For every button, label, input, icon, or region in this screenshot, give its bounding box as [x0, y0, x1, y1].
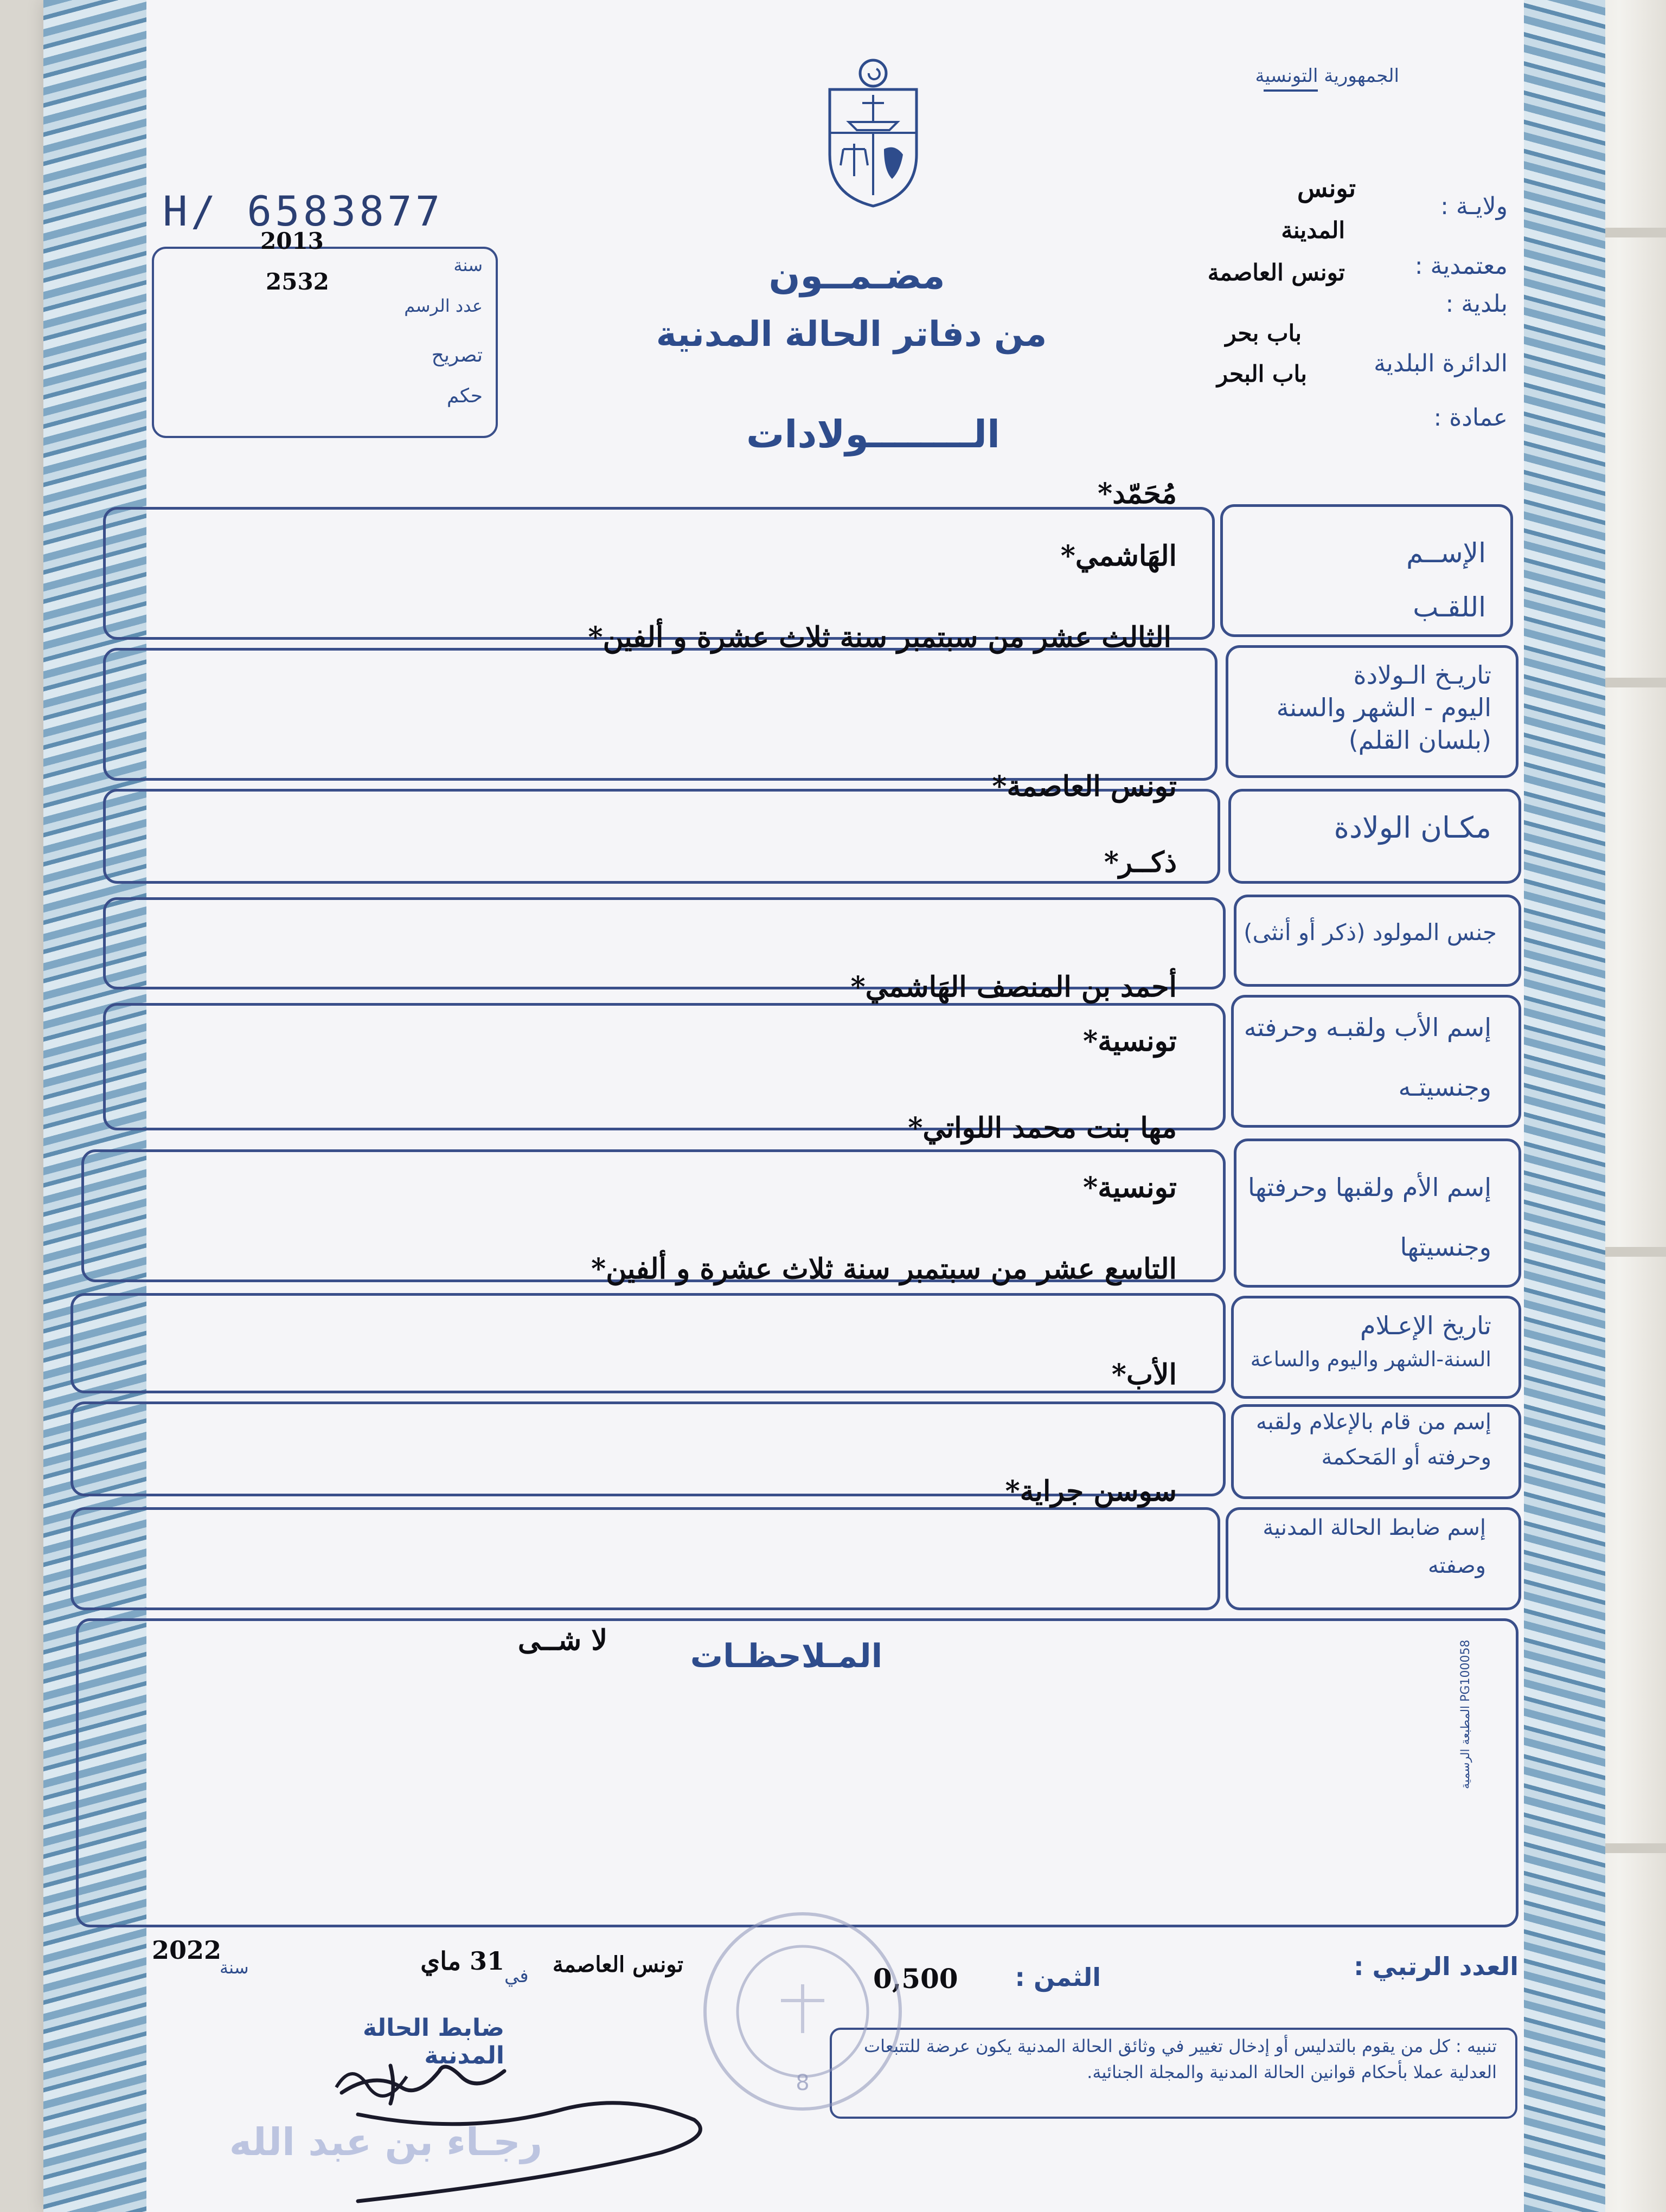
- declaration-date-value: التاسع عشر من سبتمبر سنة ثلاث عشرة و ألفين*: [591, 1252, 1177, 1285]
- father-nationality: تونسية*: [1083, 1025, 1177, 1058]
- year-label: سنة: [220, 1957, 249, 1978]
- price-label: الثمن :: [1015, 1963, 1101, 1992]
- officer-label-2: وصفته: [1427, 1553, 1486, 1578]
- remarks-label: المـلاحظـات: [690, 1637, 883, 1675]
- order-number-label: العدد الرتبي :: [1354, 1952, 1518, 1981]
- mother-value: مها بنت محمد اللواتي*: [908, 1111, 1177, 1144]
- issue-year: 2022: [152, 1935, 222, 1965]
- officer-name-stamp: رجـاء بن عبد الله: [229, 2120, 542, 2164]
- section-title: الــــــــولادات: [746, 412, 1000, 456]
- municipal-circle-label: الدائرة البلدية: [1374, 350, 1508, 377]
- birth-date-label-1: تاريـخ الـولادة: [1353, 660, 1491, 690]
- birth-date-label-2: اليوم - الشهر والسنة: [1276, 693, 1491, 722]
- reg-year-label: سنة: [453, 255, 483, 275]
- judgment-option: حكم: [446, 385, 483, 407]
- name-value: مُحَمّد*: [1098, 477, 1177, 510]
- father-label-1: إسم الأب ولقبـه وحرفته: [1244, 1013, 1491, 1042]
- name-label: الإســم: [1406, 537, 1486, 569]
- in-label: في: [504, 1965, 529, 1987]
- declaration-option: تصريح: [431, 344, 483, 366]
- birth-place-value: تونس العاصمة*: [992, 770, 1177, 803]
- declarant-label-1: إسم من قام بالإعلام ولقبه: [1256, 1410, 1491, 1435]
- father-value: أحمد بن المنصف الهَاشمي*: [850, 970, 1177, 1004]
- mother-label-1: إسم الأم ولقبها وحرفتها: [1247, 1173, 1491, 1202]
- officer-value: سوسن جراية*: [1005, 1475, 1177, 1508]
- price-value: 0,500: [873, 1963, 958, 1995]
- declaration-date-label-1: تاريخ الإعـلام: [1360, 1311, 1491, 1340]
- declaration-date-label-2: السنة-الشهر واليوم والساعة: [1250, 1347, 1491, 1371]
- warning-text: تنبيه : كل من يقوم بالتدليس أو إدخال تغيير في وثائق الحالة المدنية يكون عرضة للتتبعات العدلية عملا بأحكام قوانين الحالة المدنية والمجلة الجنائية.: [863, 2036, 1497, 2082]
- municipal-circle-value: باب البحر: [1216, 361, 1307, 387]
- document-subtitle: من دفاتر الحالة المدنية: [656, 314, 1047, 355]
- reg-number-label: عدد الرسم: [404, 295, 483, 316]
- serial-number: H/ 6583877: [163, 187, 444, 235]
- declarant-label-2: وحرفته أو المَحكمة: [1321, 1445, 1491, 1470]
- republic-label: الجمهورية التونسية: [1255, 65, 1399, 87]
- reg-year-value: 2013: [260, 228, 324, 254]
- wilaya-label: ولايـة :: [1440, 192, 1508, 220]
- issue-place: تونس العاصمة: [552, 1952, 683, 1977]
- sex-value: ذكــر*: [1104, 846, 1177, 879]
- stamp-number: 8: [796, 2070, 810, 2095]
- mutamadiya-label: معتمدية :: [1414, 252, 1508, 280]
- birth-date-label-3: (بلسان القلم): [1348, 725, 1491, 755]
- baladiya-label: بلدية :: [1445, 290, 1508, 318]
- birth-date-value-box: [103, 648, 1218, 781]
- document-title: مضـمــون: [768, 255, 945, 298]
- declarant-value: الأب*: [1111, 1358, 1177, 1391]
- sex-label: جنس المولود (ذكر أو أنثى): [1244, 919, 1497, 946]
- baladiya-value: باب بحر: [1225, 320, 1302, 346]
- reg-number-value: 2532: [266, 268, 329, 295]
- mother-label-2: وجنسيتها: [1400, 1232, 1491, 1262]
- republic-underline: [1264, 89, 1318, 92]
- remarks-value: لا شــى: [517, 1624, 607, 1657]
- surname-value: الهَاشمي*: [1060, 539, 1177, 573]
- decorative-border-right: [1524, 0, 1605, 2212]
- officer-value-box: [71, 1507, 1220, 1610]
- tunisia-coat-of-arms-icon: [819, 57, 927, 209]
- imada-label: عمادة :: [1433, 404, 1508, 432]
- wilaya-value: تونس: [1297, 173, 1356, 203]
- printer-mark: المطبعة الرسمية PG100058: [1459, 1639, 1472, 1789]
- mother-nationality: تونسية*: [1083, 1171, 1177, 1204]
- birth-place-label: مكـان الولادة: [1334, 811, 1491, 845]
- name-value-box: [103, 507, 1215, 640]
- surname-label: اللقـب: [1413, 591, 1486, 623]
- officer-title: ضابط الحالة المدنية: [362, 2014, 504, 2069]
- officer-label-1: إسم ضابط الحالة المدنية: [1263, 1515, 1486, 1540]
- issue-date: 31 ماي: [420, 1946, 504, 1976]
- mutamadiya-value: تونس العاصمة: [1207, 259, 1345, 286]
- birth-date-value: الثالث عشر من سبتمبر سنة ثلاث عشرة و ألفين*: [588, 621, 1171, 654]
- municipality-city: المدينة: [1281, 217, 1345, 243]
- father-label-2: وجنسيتـه: [1398, 1072, 1491, 1102]
